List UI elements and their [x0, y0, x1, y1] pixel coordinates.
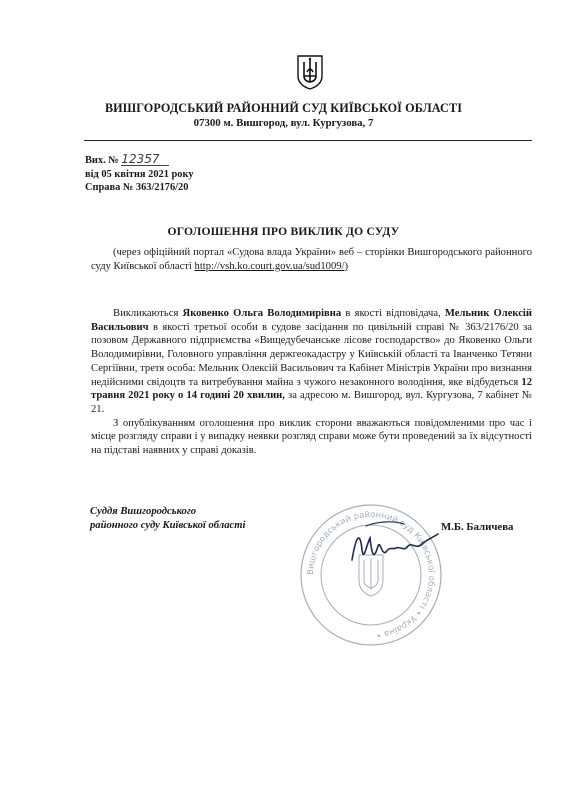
case-number: Справа № 363/2176/20 — [85, 182, 189, 193]
seal-text: Вишгородський районний суд Київської області • Україна • — [305, 509, 437, 640]
judge-title-line2: районного суду Київської області — [90, 520, 246, 531]
outgoing-label: Вих. № — [85, 155, 119, 166]
summons-paragraph — [91, 307, 532, 458]
hearing-datetime: 12 травня 2021 року о 14 годині 20 хвилин, — [91, 376, 532, 402]
registration-date: від 05 квітня 2021 року — [85, 168, 194, 180]
registration-block — [85, 153, 194, 195]
header-divider — [84, 140, 532, 141]
judge-title — [90, 505, 245, 533]
judge-signature — [346, 516, 441, 574]
judge-title-line1: Суддя Вишгородського — [90, 506, 197, 517]
notice-paragraph: З опублікуванням оголошення про виклик сторони вважаються повідомленими про час і місце розгляду справи і у випадку неявки розгляд справи може бути проведений за їх відсутності на підставі наявних у справі доказів. — [91, 417, 532, 457]
coat-of-arms-icon — [296, 54, 324, 90]
outgoing-number: 12357 — [121, 153, 169, 166]
summons-start: Викликаються — [113, 308, 183, 319]
outgoing-number-line — [85, 153, 194, 168]
document-title: ОГОЛОШЕННЯ ПРО ВИКЛИК ДО СУДУ — [167, 225, 400, 238]
court-website-link[interactable]: http://vsh.ko.court.gov.ua/sud1009/) — [194, 260, 349, 272]
court-name: ВИШГОРОДСЬКИЙ РАЙОННИЙ СУД КИЇВСЬКОЇ ОБЛАСТІ — [104, 101, 463, 115]
intro-paragraph — [91, 246, 532, 273]
third-party-name: Мельник Олексій Васильович — [91, 308, 532, 333]
defendant-name: Яковенко Ольга Володимирівна — [182, 308, 342, 319]
hearing-address: за адресою м. Вишгород, вул. Кургузова, 7 кабінет № 21. — [91, 390, 532, 415]
judge-name: М.Б. Баличева — [441, 521, 514, 533]
defendant-role: в якості відповідача, — [341, 308, 445, 319]
intro-text: (через офіційний портал «Судова влада України» веб – сторінки Вишгородського районного суду Київської області — [91, 247, 532, 272]
case-details: в якості третьої особи в судове засідання по цивільній справі № 363/2176/20 за позовом Державного підприємства «Вищедубечанське лісове господарство» до Яковенко Ольги Володимирівни, Головного управління держгеокадастру у Київській області та Іванченко Тетяни Сергіївни, третя особа: Мельник Олексій Васильович та Кабінет Міністрів України про визнання недійсними свідоцтв та витребування майна з чужого незаконного володіння, яке відбудеться — [91, 321, 532, 388]
court-address: 07300 м. Вишгород, вул. Кургузова, 7 — [193, 117, 374, 129]
